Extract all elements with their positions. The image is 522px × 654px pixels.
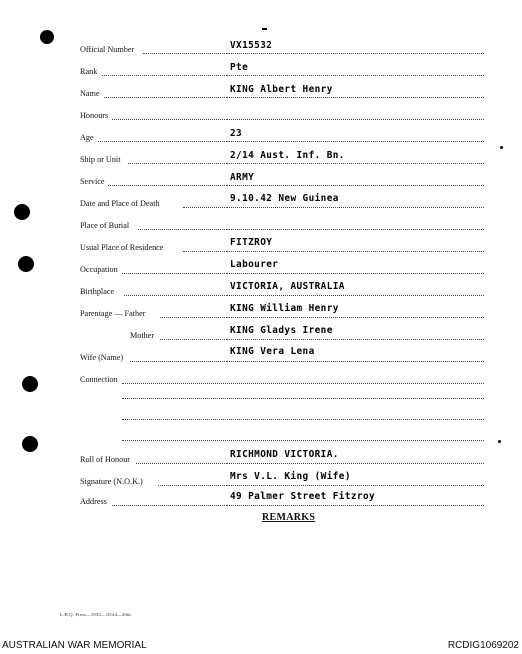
label-service: Service xyxy=(80,177,105,186)
dotted-line xyxy=(226,361,484,362)
dotted-line xyxy=(136,463,225,464)
label-address: Address xyxy=(80,497,107,506)
value-birthplace: VICTORIA, AUSTRALIA xyxy=(230,281,345,292)
dotted-line xyxy=(138,229,225,230)
punch-hole-2 xyxy=(14,204,30,220)
dotted-line xyxy=(226,75,484,76)
dotted-line xyxy=(226,273,484,274)
remarks-heading: REMARKS xyxy=(262,512,316,523)
value-father: KING William Henry xyxy=(230,303,339,314)
dotted-line xyxy=(226,185,484,186)
dotted-line xyxy=(102,75,225,76)
label-official-number: Official Number xyxy=(80,45,135,54)
dotted-line xyxy=(226,163,484,164)
dotted-line xyxy=(158,485,225,486)
label-connection: Connection xyxy=(80,375,118,384)
dotted-line xyxy=(226,317,484,318)
label-ship-or-unit: Ship or Unit xyxy=(80,155,121,164)
ink-speck xyxy=(500,146,503,149)
value-ship-or-unit: 2/14 Aust. Inf. Bn. xyxy=(230,150,345,161)
dotted-line xyxy=(183,251,225,252)
label-signature: Signature (N.O.K.) xyxy=(80,477,143,486)
label-roll-of-honour: Roll of Honour xyxy=(80,455,131,464)
value-rank: Pte xyxy=(230,62,249,73)
dotted-line xyxy=(143,53,225,54)
dotted-line xyxy=(160,317,225,318)
dotted-line xyxy=(226,97,484,98)
value-usual-residence: FITZROY xyxy=(230,237,273,248)
dotted-line xyxy=(104,97,225,98)
dotted-line xyxy=(226,229,484,230)
dotted-line xyxy=(226,251,484,252)
value-date-place-death: 9.10.42 New Guinea xyxy=(230,193,339,204)
value-signature: Mrs V.L. King (Wife) xyxy=(230,471,351,482)
label-mother: Mother xyxy=(130,331,155,340)
dotted-line xyxy=(122,273,225,274)
ink-speck xyxy=(262,28,267,30)
value-name: KING Albert Henry xyxy=(230,84,333,95)
punch-hole-1 xyxy=(40,30,54,44)
dotted-line xyxy=(122,383,484,384)
dotted-line xyxy=(226,53,484,54)
dotted-line xyxy=(160,339,225,340)
label-father: Parentage — Father xyxy=(80,309,146,318)
archive-reference: RCDIG1069202 xyxy=(447,640,519,651)
dotted-line xyxy=(98,141,225,142)
dotted-line xyxy=(122,440,484,441)
dotted-line xyxy=(226,485,484,486)
dotted-line xyxy=(122,398,484,399)
dotted-line xyxy=(226,339,484,340)
value-official-number: VX15532 xyxy=(230,40,273,51)
dotted-line xyxy=(128,163,225,164)
dotted-line xyxy=(226,463,484,464)
value-mother: KING Gladys Irene xyxy=(230,325,333,336)
label-date-place-death: Date and Place of Death xyxy=(80,199,160,208)
printer-note: L.H.Q. Press—1935—10/44—20m. xyxy=(60,612,133,617)
ink-speck xyxy=(498,440,501,443)
dotted-line xyxy=(108,185,225,186)
dotted-line xyxy=(226,119,484,120)
dotted-line xyxy=(226,207,484,208)
punch-hole-5 xyxy=(22,436,38,452)
dotted-line xyxy=(183,207,225,208)
label-birthplace: Birthplace xyxy=(80,287,115,296)
value-age: 23 xyxy=(230,128,243,139)
value-address: 49 Palmer Street Fitzroy xyxy=(230,491,376,502)
punch-hole-4 xyxy=(22,376,38,392)
dotted-line xyxy=(226,505,484,506)
label-usual-residence: Usual Place of Residence xyxy=(80,243,164,252)
dotted-line xyxy=(112,505,225,506)
dotted-line xyxy=(130,361,225,362)
value-wife: KING Vera Lena xyxy=(230,346,315,357)
dotted-line xyxy=(112,119,225,120)
label-honours: Honours xyxy=(80,111,109,120)
dotted-line xyxy=(226,141,484,142)
dotted-line xyxy=(122,419,484,420)
archive-name: AUSTRALIAN WAR MEMORIAL xyxy=(2,640,147,651)
dotted-line xyxy=(124,295,225,296)
label-place-of-burial: Place of Burial xyxy=(80,221,130,230)
label-wife: Wife (Name) xyxy=(80,353,124,362)
value-occupation: Labourer xyxy=(230,259,279,270)
label-occupation: Occupation xyxy=(80,265,118,274)
dotted-line xyxy=(226,295,484,296)
label-age: Age xyxy=(80,133,94,142)
label-rank: Rank xyxy=(80,67,98,76)
label-name: Name xyxy=(80,89,100,98)
punch-hole-3 xyxy=(18,256,34,272)
archive-footer xyxy=(0,636,522,654)
value-roll-of-honour: RICHMOND VICTORIA. xyxy=(230,449,339,460)
value-service: ARMY xyxy=(230,172,255,183)
